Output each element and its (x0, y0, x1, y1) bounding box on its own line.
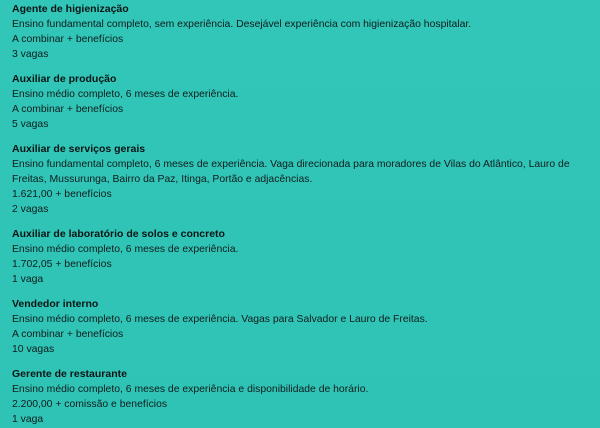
job-description: Ensino médio completo, 6 meses de experiência. (12, 244, 239, 255)
job-salary: 2.200,00 + comissão e benefícios (12, 399, 168, 410)
job-vacancies: 1 vaga (12, 274, 44, 285)
job-vacancies: 5 vagas (12, 119, 49, 130)
job-description: Ensino fundamental completo, 6 meses de experiência. Vaga direcionada para moradores de Vilas do Atlântico, Lauro de Freitas, Mussurunga, Bairro da Paz, Itinga, Portão e adjacências. (12, 159, 570, 185)
job-vacancies: 10 vagas (12, 344, 55, 355)
job-item-vendedor-interno (12, 297, 600, 357)
job-salary: 1.702,05 + benefícios (12, 259, 112, 270)
job-description: Ensino médio completo, 6 meses de experiência e disponibilidade de horário. (12, 384, 369, 395)
job-vacancies: 3 vagas (12, 49, 49, 60)
job-item-auxiliar-producao (12, 72, 600, 132)
job-salary: A combinar + benefícios (12, 104, 124, 115)
job-salary: 1.621,00 + benefícios (12, 189, 112, 200)
job-title: Gerente de restaurante (12, 368, 127, 380)
job-item-auxiliar-laboratorio (12, 227, 600, 287)
job-title: Auxiliar de laboratório de solos e concreto (12, 228, 225, 240)
job-title: Vendedor interno (12, 298, 99, 310)
job-description: Ensino fundamental completo, sem experiência. Desejável experiência com higienização hospitalar. (12, 19, 472, 30)
job-item-auxiliar-servicos-gerais (12, 142, 600, 217)
job-title: Auxiliar de serviços gerais (12, 143, 146, 155)
job-vacancies: 1 vaga (12, 414, 44, 425)
job-title: Agente de higienização (12, 3, 129, 15)
job-salary: A combinar + benefícios (12, 34, 124, 45)
job-description: Ensino médio completo, 6 meses de experiência. Vagas para Salvador e Lauro de Freitas. (12, 314, 428, 325)
job-description: Ensino médio completo, 6 meses de experiência. (12, 89, 239, 100)
job-item-agente-higienizacao (12, 2, 600, 62)
job-title: Auxiliar de produção (12, 73, 117, 85)
job-item-gerente-restaurante (12, 367, 600, 427)
job-salary: A combinar + benefícios (12, 329, 124, 340)
job-vacancies: 2 vagas (12, 204, 49, 215)
